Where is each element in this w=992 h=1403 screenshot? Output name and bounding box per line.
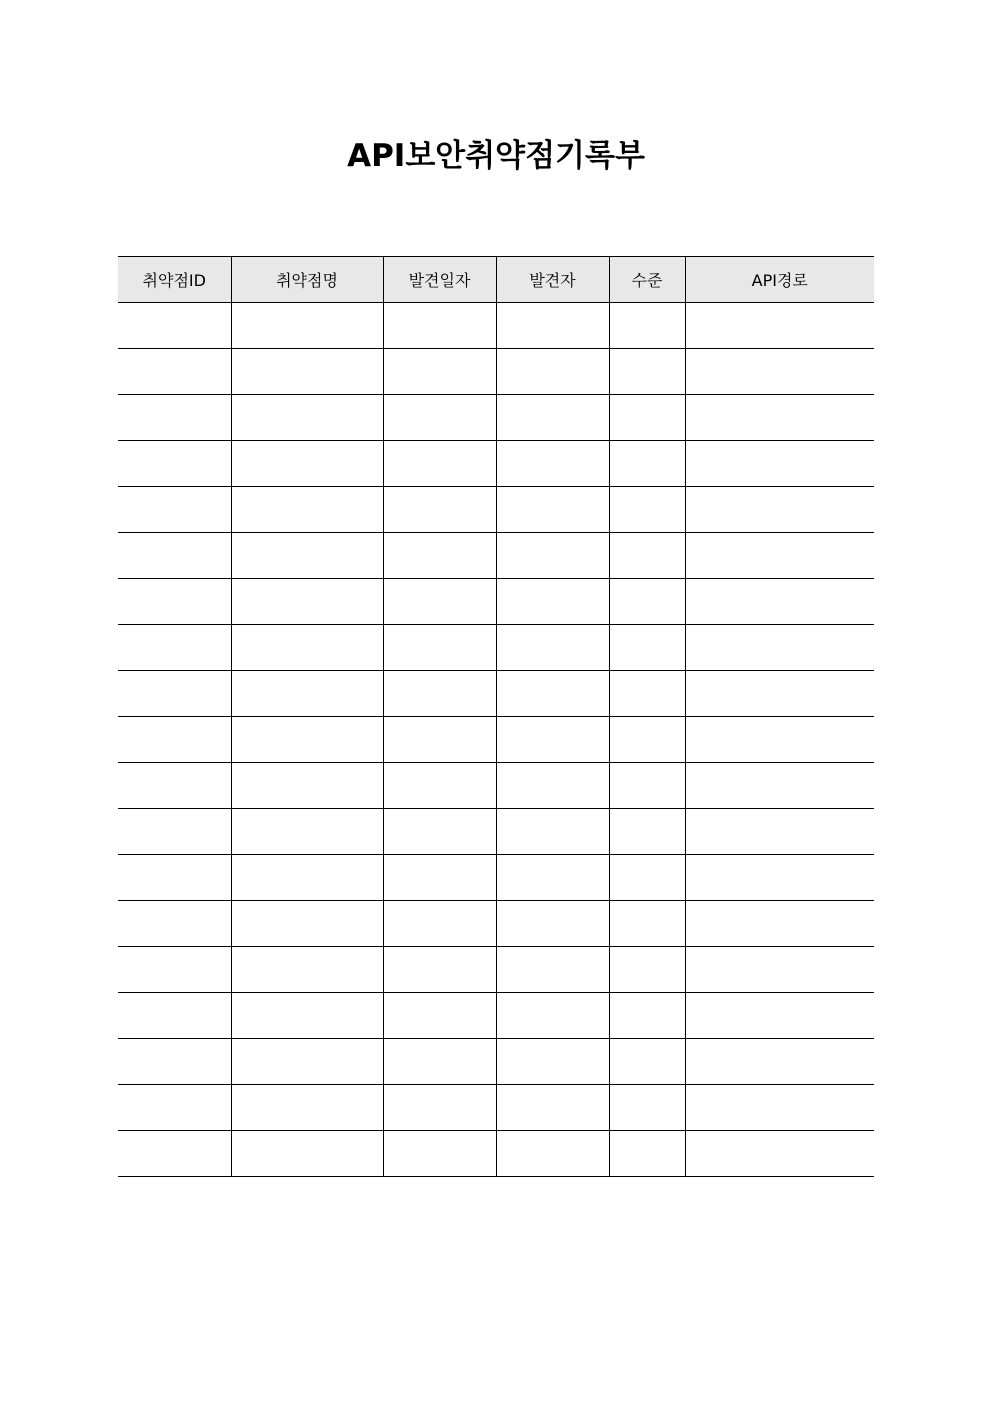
- table-header-row: [118, 257, 874, 303]
- table-cell-vuln-name[interactable]: [231, 487, 383, 533]
- table-cell-found-date[interactable]: [383, 1085, 496, 1131]
- table-cell-finder[interactable]: [496, 901, 609, 947]
- table-cell-api-path[interactable]: [685, 579, 874, 625]
- table-cell-api-path[interactable]: [685, 993, 874, 1039]
- table-cell-api-path[interactable]: [685, 671, 874, 717]
- table-cell-api-path[interactable]: [685, 303, 874, 349]
- table-cell-finder[interactable]: [496, 809, 609, 855]
- table-cell-api-path[interactable]: [685, 947, 874, 993]
- table-row: [118, 303, 874, 349]
- table-cell-vuln-id[interactable]: [118, 1085, 231, 1131]
- table-row: [118, 855, 874, 901]
- table-cell-level[interactable]: [609, 1085, 685, 1131]
- table-row: [118, 441, 874, 487]
- table-cell-found-date[interactable]: [383, 441, 496, 487]
- table-cell-found-date[interactable]: [383, 349, 496, 395]
- table-cell-found-date[interactable]: [383, 855, 496, 901]
- table-cell-vuln-name[interactable]: [231, 441, 383, 487]
- table-cell-found-date[interactable]: [383, 579, 496, 625]
- table-cell-api-path[interactable]: [685, 487, 874, 533]
- table-cell-finder[interactable]: [496, 395, 609, 441]
- table-cell-found-date[interactable]: [383, 533, 496, 579]
- table-cell-found-date[interactable]: [383, 1039, 496, 1085]
- table-cell-finder[interactable]: [496, 717, 609, 763]
- vulnerability-log-table: [118, 256, 874, 1177]
- table-row: [118, 487, 874, 533]
- table-cell-vuln-name[interactable]: [231, 533, 383, 579]
- table-cell-api-path[interactable]: [685, 1085, 874, 1131]
- table-cell-vuln-id[interactable]: [118, 1131, 231, 1177]
- table-cell-finder[interactable]: [496, 763, 609, 809]
- table-row: [118, 763, 874, 809]
- column-header-vuln-name: 취약점명: [231, 257, 383, 303]
- column-header-finder: 발견자: [496, 257, 609, 303]
- table-cell-found-date[interactable]: [383, 993, 496, 1039]
- table-cell-level[interactable]: [609, 487, 685, 533]
- table-row: [118, 625, 874, 671]
- table-cell-level[interactable]: [609, 809, 685, 855]
- table-cell-vuln-id[interactable]: [118, 901, 231, 947]
- table-row: [118, 579, 874, 625]
- table-cell-vuln-name[interactable]: [231, 671, 383, 717]
- table-cell-vuln-id[interactable]: [118, 809, 231, 855]
- table-cell-vuln-name[interactable]: [231, 625, 383, 671]
- table-cell-finder[interactable]: [496, 947, 609, 993]
- table-row: [118, 1131, 874, 1177]
- table-cell-level[interactable]: [609, 947, 685, 993]
- table-body: [118, 303, 874, 1177]
- table-cell-found-date[interactable]: [383, 717, 496, 763]
- column-header-found-date: 발견일자: [383, 257, 496, 303]
- table-cell-api-path[interactable]: [685, 395, 874, 441]
- table-cell-vuln-name[interactable]: [231, 1131, 383, 1177]
- table-cell-level[interactable]: [609, 441, 685, 487]
- table-cell-finder[interactable]: [496, 349, 609, 395]
- table-cell-api-path[interactable]: [685, 763, 874, 809]
- table-row: [118, 809, 874, 855]
- table-cell-level[interactable]: [609, 763, 685, 809]
- table-cell-vuln-name[interactable]: [231, 717, 383, 763]
- table-cell-level[interactable]: [609, 1039, 685, 1085]
- table-cell-api-path[interactable]: [685, 349, 874, 395]
- table-cell-api-path[interactable]: [685, 717, 874, 763]
- table-cell-api-path[interactable]: [685, 625, 874, 671]
- table-cell-vuln-name[interactable]: [231, 947, 383, 993]
- table-cell-vuln-id[interactable]: [118, 763, 231, 809]
- table-row: [118, 947, 874, 993]
- page-title: API보안취약점기록부: [347, 138, 645, 174]
- table-cell-level[interactable]: [609, 533, 685, 579]
- table-cell-vuln-name[interactable]: [231, 993, 383, 1039]
- table-cell-vuln-name[interactable]: [231, 901, 383, 947]
- table-row: [118, 349, 874, 395]
- table-cell-found-date[interactable]: [383, 487, 496, 533]
- table-cell-finder[interactable]: [496, 487, 609, 533]
- table-cell-finder[interactable]: [496, 1131, 609, 1177]
- table-cell-finder[interactable]: [496, 579, 609, 625]
- table-cell-vuln-name[interactable]: [231, 855, 383, 901]
- table-cell-level[interactable]: [609, 579, 685, 625]
- table-cell-api-path[interactable]: [685, 533, 874, 579]
- table-cell-vuln-id[interactable]: [118, 947, 231, 993]
- table-cell-api-path[interactable]: [685, 1039, 874, 1085]
- table-cell-finder[interactable]: [496, 855, 609, 901]
- table-cell-finder[interactable]: [496, 671, 609, 717]
- table-cell-api-path[interactable]: [685, 1131, 874, 1177]
- table-cell-level[interactable]: [609, 993, 685, 1039]
- table-cell-finder[interactable]: [496, 1039, 609, 1085]
- table-row: [118, 395, 874, 441]
- table-cell-finder[interactable]: [496, 625, 609, 671]
- table-cell-vuln-id[interactable]: [118, 487, 231, 533]
- table-cell-finder[interactable]: [496, 533, 609, 579]
- table-cell-vuln-id[interactable]: [118, 579, 231, 625]
- table-cell-vuln-name[interactable]: [231, 809, 383, 855]
- table-cell-vuln-name[interactable]: [231, 1039, 383, 1085]
- table-cell-level[interactable]: [609, 855, 685, 901]
- table-cell-finder[interactable]: [496, 993, 609, 1039]
- table-cell-api-path[interactable]: [685, 441, 874, 487]
- column-header-level: 수준: [609, 257, 685, 303]
- table-cell-vuln-id[interactable]: [118, 1039, 231, 1085]
- table-cell-vuln-name[interactable]: [231, 579, 383, 625]
- table-cell-level[interactable]: [609, 303, 685, 349]
- table-row: [118, 901, 874, 947]
- table-cell-level[interactable]: [609, 1131, 685, 1177]
- table-cell-level[interactable]: [609, 349, 685, 395]
- table-row: [118, 671, 874, 717]
- table-cell-found-date[interactable]: [383, 1131, 496, 1177]
- table-cell-found-date[interactable]: [383, 809, 496, 855]
- table-cell-vuln-id[interactable]: [118, 441, 231, 487]
- table-cell-vuln-id[interactable]: [118, 303, 231, 349]
- table-cell-vuln-name[interactable]: [231, 763, 383, 809]
- table-row: [118, 717, 874, 763]
- table-cell-vuln-id[interactable]: [118, 625, 231, 671]
- table-cell-api-path[interactable]: [685, 901, 874, 947]
- table-cell-finder[interactable]: [496, 441, 609, 487]
- table-cell-found-date[interactable]: [383, 395, 496, 441]
- table-cell-vuln-name[interactable]: [231, 303, 383, 349]
- table-cell-found-date[interactable]: [383, 303, 496, 349]
- table-cell-api-path[interactable]: [685, 855, 874, 901]
- table-cell-level[interactable]: [609, 395, 685, 441]
- table-cell-vuln-id[interactable]: [118, 671, 231, 717]
- table-cell-found-date[interactable]: [383, 625, 496, 671]
- table-cell-level[interactable]: [609, 671, 685, 717]
- table-cell-vuln-id[interactable]: [118, 349, 231, 395]
- column-header-api-path: API경로: [685, 257, 874, 303]
- table-cell-api-path[interactable]: [685, 809, 874, 855]
- table-cell-vuln-id[interactable]: [118, 855, 231, 901]
- table-cell-vuln-name[interactable]: [231, 395, 383, 441]
- table-cell-vuln-id[interactable]: [118, 533, 231, 579]
- table-row: [118, 993, 874, 1039]
- table-cell-found-date[interactable]: [383, 947, 496, 993]
- table-cell-finder[interactable]: [496, 1085, 609, 1131]
- column-header-vuln-id: 취약점ID: [118, 257, 231, 303]
- table-row: [118, 533, 874, 579]
- table-cell-finder[interactable]: [496, 303, 609, 349]
- table-cell-vuln-id[interactable]: [118, 395, 231, 441]
- table-cell-found-date[interactable]: [383, 901, 496, 947]
- table-cell-level[interactable]: [609, 625, 685, 671]
- table-cell-vuln-name[interactable]: [231, 349, 383, 395]
- table-cell-level[interactable]: [609, 717, 685, 763]
- table-cell-found-date[interactable]: [383, 763, 496, 809]
- table-cell-vuln-id[interactable]: [118, 717, 231, 763]
- table-row: [118, 1085, 874, 1131]
- table-cell-vuln-id[interactable]: [118, 993, 231, 1039]
- table-cell-level[interactable]: [609, 901, 685, 947]
- table-row: [118, 1039, 874, 1085]
- table-cell-vuln-name[interactable]: [231, 1085, 383, 1131]
- table-cell-found-date[interactable]: [383, 671, 496, 717]
